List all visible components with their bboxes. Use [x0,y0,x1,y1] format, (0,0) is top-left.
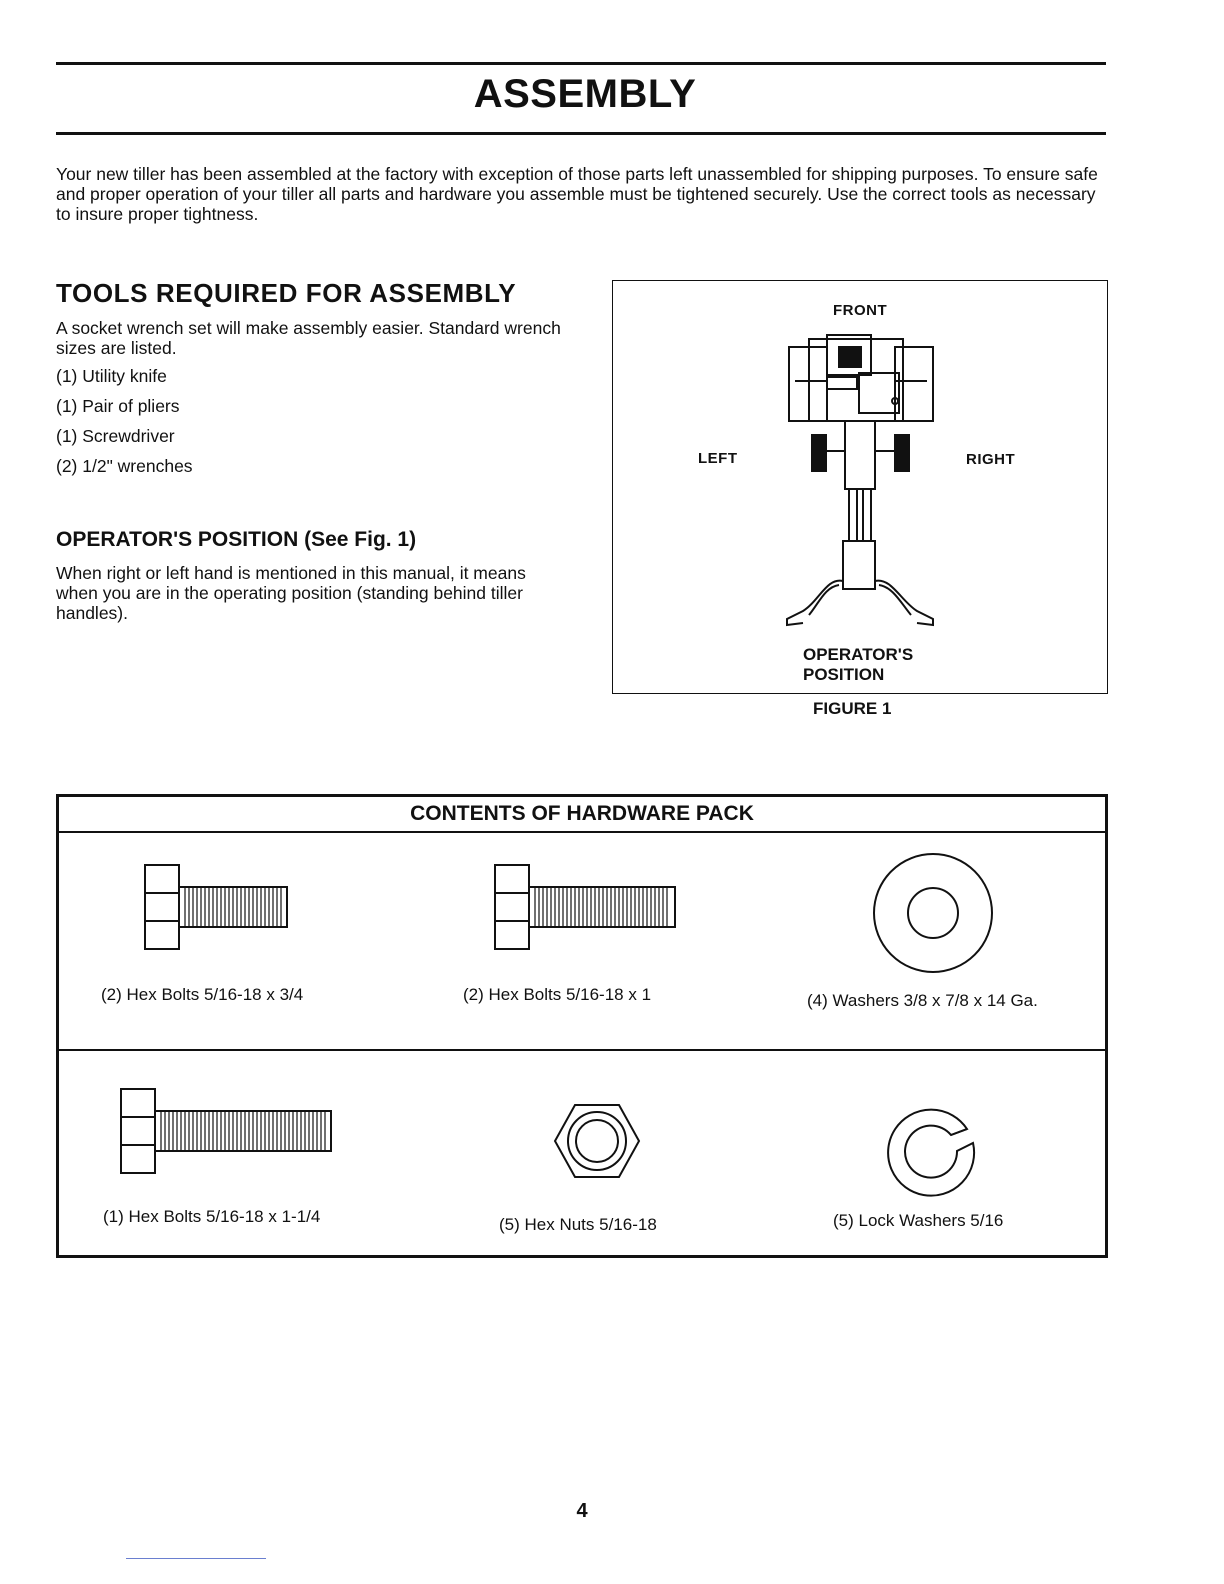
part-label: (2) Hex Bolts 5/16-18 x 1 [463,985,652,1004]
figure-label-front: FRONT [833,302,888,319]
tool-item: (1) Utility knife [56,366,167,386]
hardware-pack-box [56,794,1108,1258]
operator-heading: OPERATOR'S POSITION (See Fig. 1) [56,528,417,551]
tiller-top-view-icon [613,281,1107,693]
footer-line [126,1558,266,1559]
part-label: (1) Hex Bolts 5/16-18 x 1-1/4 [103,1207,321,1226]
tool-item: (2) 1/2" wrenches [56,456,193,476]
hardware-title-row [59,797,1105,833]
title-underline [56,132,1106,135]
tools-heading: TOOLS REQUIRED FOR ASSEMBLY [56,278,517,308]
part-label: (4) Washers 3/8 x 7/8 x 14 Ga. [807,991,1038,1010]
figure-label-left: LEFT [698,450,738,467]
figure-box [612,280,1108,694]
hex-nut-icon [553,1103,641,1179]
figure-caption: FIGURE 1 [813,699,892,718]
figure-label-right: RIGHT [966,451,1016,468]
intro-paragraph: Your new tiller has been assembled at the factory with exception of those parts left unassembled for shipping purposes. To ensure safe and proper operation of your tiller all parts and hardware you assemble must be tightened securely. Use the correct tools as necessary to insure proper tightness. [56,164,1098,224]
tools-description: A socket wrench set will make assembly easier. Standard wrench sizes are listed. [56,318,561,358]
part-label: (5) Lock Washers 5/16 [833,1211,1004,1230]
top-rule [56,62,1106,65]
hardware-title: CONTENTS OF HARDWARE PACK [410,802,754,825]
operator-description: When right or left hand is mentioned in this manual, it means when you are in the operating position (standing behind tiller handles). [56,563,526,623]
tool-item: (1) Screwdriver [56,426,175,446]
tool-item: (1) Pair of pliers [56,396,180,416]
page-number: 4 [576,1500,588,1522]
part-label: (5) Hex Nuts 5/16-18 [499,1215,657,1234]
hex-bolt-long-icon [119,1087,337,1175]
page-title: ASSEMBLY [473,72,697,116]
part-label: (2) Hex Bolts 5/16-18 x 3/4 [101,985,304,1004]
hardware-row-divider [59,1049,1105,1051]
lock-washer-icon [885,1099,981,1195]
hex-bolt-medium-icon [493,863,679,951]
figure-label-position: POSITION [803,665,885,684]
hex-bolt-short-icon [143,863,293,951]
washer-icon [871,851,995,975]
figure-label-operator: OPERATOR'S [803,645,914,664]
